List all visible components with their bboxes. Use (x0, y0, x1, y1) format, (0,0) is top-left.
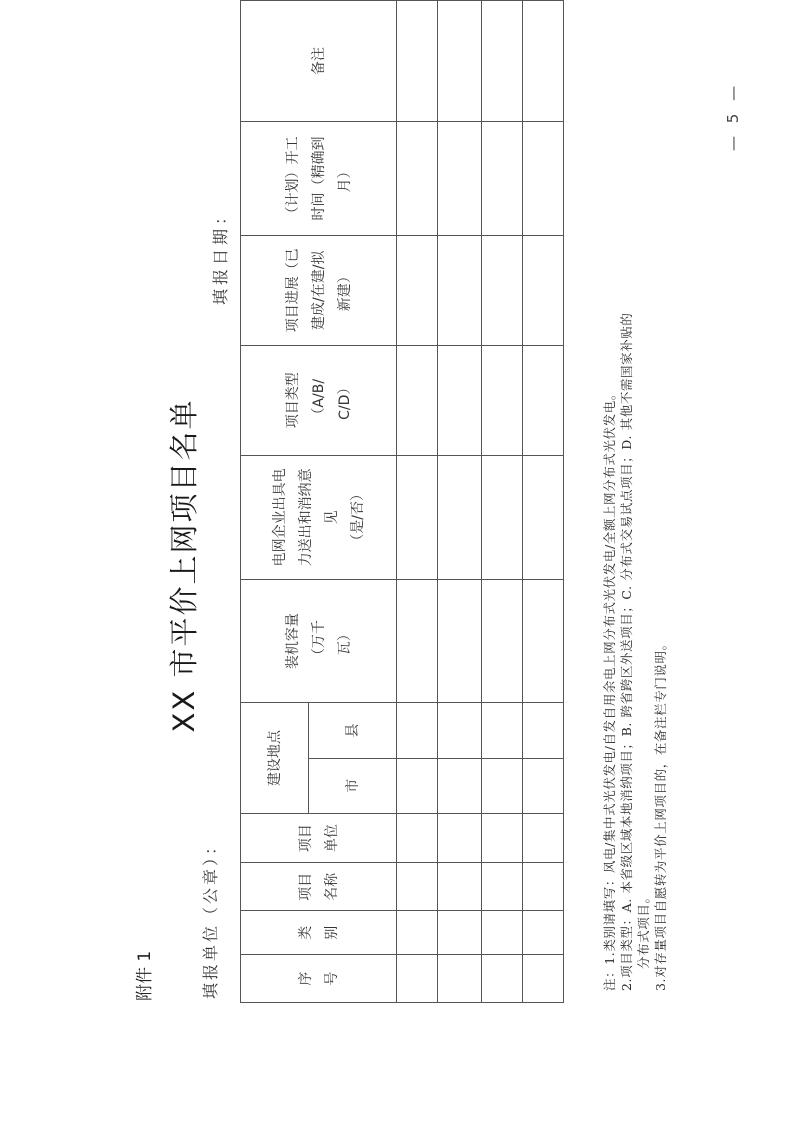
attachment-label: 附件 1 (135, 950, 155, 1001)
note-line-1: 注：1.类别请填写：风电/集中式光伏发电/自发自用余电上网分布式光伏发电/全额上网分布式光伏发电。 (602, 387, 617, 991)
header-location: 建设地点 (241, 703, 309, 814)
header-capacity: 装机容量 （万千 瓦） (241, 579, 397, 703)
header-grid-opinion: 电网企业出具电 力送出和消纳意 见 （是/否） (241, 455, 397, 579)
header-city: 市 (309, 758, 397, 813)
table-row (523, 1, 564, 1003)
header-project-type: 项目类型 （A/B/ C/D） (241, 345, 397, 455)
header-remark: 备注 (241, 1, 397, 122)
header-row-1 (241, 1, 309, 1003)
table-row (397, 1, 438, 1003)
header-county: 县 (309, 703, 397, 758)
header-seq: 序 号 (241, 955, 397, 1003)
page-title: XX 市平价上网项目名单 (167, 398, 201, 733)
project-list-table (240, 0, 564, 1003)
note-line-3: 分布式项目。 (636, 890, 651, 969)
header-start-time: （计划）开工 时间（精确到 月） (241, 121, 397, 235)
header-project-name: 项目 名称 (241, 863, 397, 911)
header-project-owner: 项目 单位 (241, 813, 397, 863)
reporting-date-label: 填报日期： (211, 204, 230, 305)
header-category: 类 别 (241, 911, 397, 955)
reporting-unit-label: 填报单位（公章）： (201, 835, 220, 999)
table-row (438, 1, 482, 1003)
page-number: — 5 — (724, 81, 742, 151)
header-progress: 项目进展（已 建成/在建/拟 新建） (241, 236, 397, 346)
note-line-4: 3.对存量项目自愿转为平价上网项目的，在备注栏专门说明。 (653, 637, 668, 991)
table-row (482, 1, 523, 1003)
note-line-2: 2.项目类型：A. 本省级区域本地消纳项目；B. 跨省跨区外送项目；C. 分布式交易试点项目；D. 其他不需国家补贴的 (619, 312, 634, 991)
